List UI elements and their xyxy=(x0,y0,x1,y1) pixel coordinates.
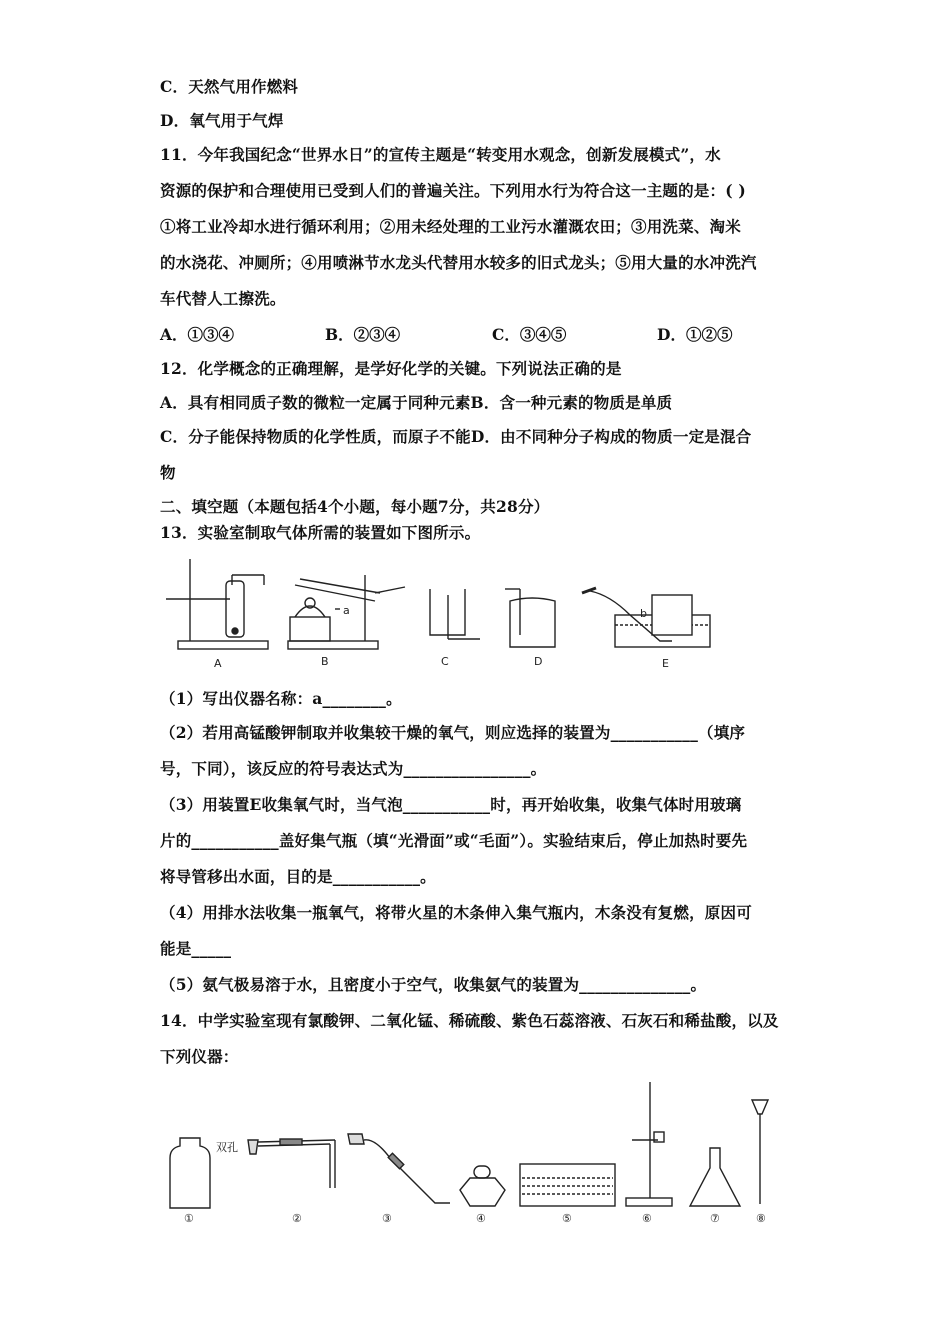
q13-part-3-line-2: 片的___________盖好集气瓶（填“光滑面”或“毛面”）。实验结束后，停止加热时要先 xyxy=(160,831,748,850)
q12-options-cd: C．分子能保持物质的化学性质，而原子不能D．由不同种分子构成的物质一定是混合 xyxy=(160,427,752,446)
instrument-label-2: ② xyxy=(292,1212,302,1225)
instrument-1-bottle xyxy=(170,1138,210,1208)
instrument-4-alcohol-lamp xyxy=(460,1166,505,1206)
instrument-label-6: ⑥ xyxy=(642,1212,652,1225)
q11-stem-line-4: 的水浇花、冲厕所；④用喷淋节水龙头代替用水较多的旧式龙头；⑤用大量的水冲洗汽 xyxy=(160,253,757,272)
instrument-8-long-funnel xyxy=(752,1100,768,1204)
label-a: a xyxy=(343,604,350,617)
q10-option-c: C．天然气用作燃料 xyxy=(160,77,299,96)
instrument-label-5: ⑤ xyxy=(562,1212,572,1225)
q14-stem-line-1: 14．中学实验室现有氯酸钾、二氧化锰、稀硫酸、紫色石蕊溶液、石灰石和稀盐酸，以及 xyxy=(160,1011,779,1030)
q13-part-4-line-1: （4）用排水法收集一瓶氧气，将带火星的木条伸入集气瓶内，木条没有复燃，原因可 xyxy=(160,903,752,922)
instrument-3-bent-tube xyxy=(348,1134,450,1203)
q13-stem: 13．实验室制取气体所需的装置如下图所示。 xyxy=(160,523,481,542)
double-hole-label: 双孔 xyxy=(216,1141,238,1154)
instrument-label-1: ① xyxy=(184,1212,194,1225)
q11-option-c: C．③④⑤ xyxy=(492,325,567,344)
q13-part-3-line-1: （3）用装置E收集氧气时，当气泡___________时，再开始收集，收集气体时用玻璃 xyxy=(160,795,742,814)
q13-part-2-line-1: （2）若用高锰酸钾制取并收集较干燥的氧气，则应选择的装置为___________（填序 xyxy=(160,723,746,742)
apparatus-d xyxy=(505,589,555,647)
q13-part-3-line-3: 将导管移出水面，目的是___________。 xyxy=(160,867,436,886)
instrument-label-3: ③ xyxy=(382,1212,392,1225)
q10-option-d: D．氧气用于气焊 xyxy=(160,111,284,130)
q12-options-cd-wrap: 物 xyxy=(160,463,176,482)
instrument-label-8: ⑧ xyxy=(756,1212,766,1225)
q13-part-4-line-2: 能是_____ xyxy=(160,939,232,958)
q13-part-2-line-2: 号，下同），该反应的符号表达式为________________。 xyxy=(160,759,547,778)
q11-option-b: B．②③④ xyxy=(325,325,401,344)
instrument-label-4: ④ xyxy=(476,1212,486,1225)
q13-part-5: （5）氨气极易溶于水，且密度小于空气，收集氨气的装置为______________。 xyxy=(160,975,707,994)
fig-label-b: B xyxy=(321,655,329,668)
q11-stem-line-5: 车代替人工擦洗。 xyxy=(160,289,286,308)
instrument-7-conical-flask xyxy=(690,1148,740,1206)
q12-stem: 12．化学概念的正确理解，是学好化学的关键。下列说法正确的是 xyxy=(160,359,622,378)
q13-apparatus-figure xyxy=(160,555,720,670)
q11-stem-line-2: 资源的保护和合理使用已受到人们的普遍关注。下列用水行为符合这一主题的是：( ) xyxy=(160,181,746,200)
section-heading: 二、填空题（本题包括4个小题，每小题7分，共28分） xyxy=(160,497,550,516)
instrument-2-stopper-tube xyxy=(248,1139,335,1188)
q14-stem-line-2: 下列仪器： xyxy=(160,1047,239,1066)
q12-options-ab: A．具有相同质子数的微粒一定属于同种元素B．含一种元素的物质是单质 xyxy=(160,393,673,412)
label-b: b xyxy=(640,607,647,620)
q11-option-d: D．①②⑤ xyxy=(657,325,733,344)
fig-label-d: D xyxy=(534,655,543,668)
q11-stem-line-1: 11．今年我国纪念“世界水日”的宣传主题是“转变用水观念，创新发展模式”，水 xyxy=(160,145,721,164)
instrument-5-water-trough xyxy=(520,1164,615,1206)
q11-stem-line-3: ①将工业冷却水进行循环利用；②用未经处理的工业污水灌溉农田；③用洗菜、淘米 xyxy=(160,217,741,236)
apparatus-a xyxy=(166,559,268,649)
q11-option-a: A．①③④ xyxy=(160,325,235,344)
q14-instruments-figure xyxy=(160,1078,790,1228)
fig-label-c: C xyxy=(441,655,449,668)
instrument-6-iron-stand xyxy=(626,1082,672,1206)
fig-label-a: A xyxy=(214,657,222,670)
instrument-label-7: ⑦ xyxy=(710,1212,720,1225)
fig-label-e: E xyxy=(662,657,669,670)
apparatus-c xyxy=(430,589,480,639)
q13-part-1: （1）写出仪器名称：a________。 xyxy=(160,689,402,708)
